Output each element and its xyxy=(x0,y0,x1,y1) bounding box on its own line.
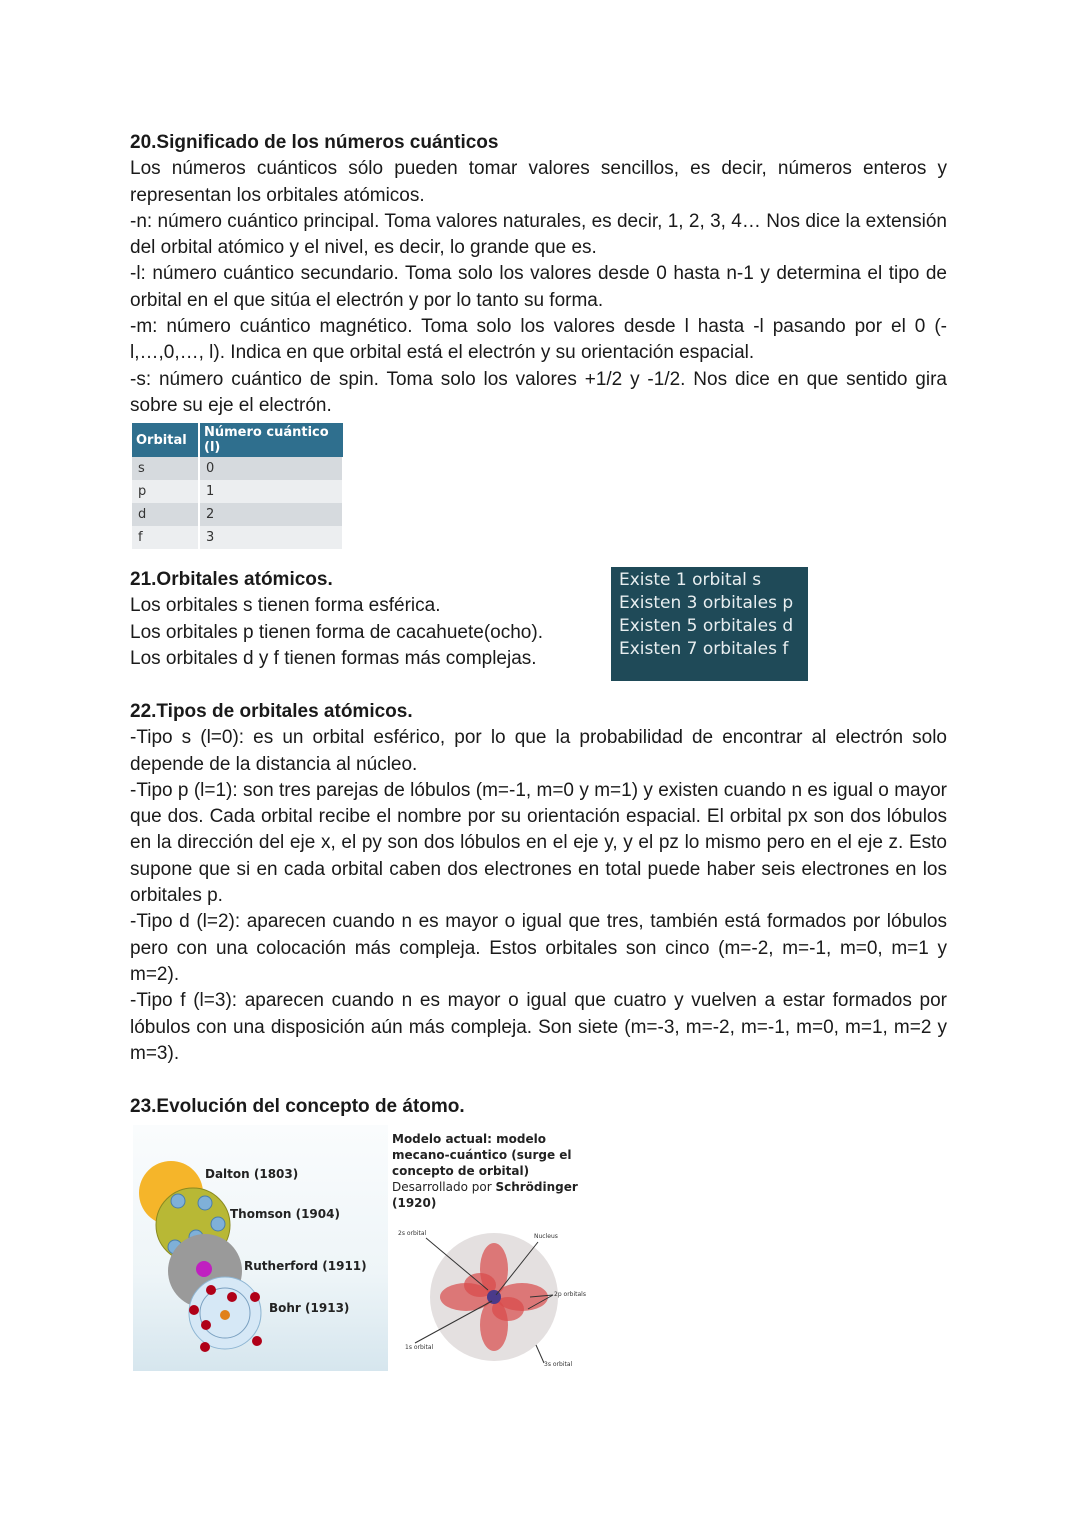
paragraph: -m: número cuántico magnético. Toma solo los valores desde l hasta -l pasando por el 0 (-l,…,0,…, l). Indica en que orbital está el electrón y su orientación espacial. xyxy=(130,316,947,364)
paragraph: -n: número cuántico principal. Toma valores naturales, es decir, 1, 2, 3, 4… Nos dice la extensión del orbital atómico y el nivel, es decir, lo grande que es. xyxy=(130,210,947,259)
diagram-label: 2s orbital xyxy=(398,1230,427,1237)
table-header: Número cuántico (l) xyxy=(199,423,343,457)
caption-year: (1920) xyxy=(392,1196,437,1210)
line: Los orbitales p tienen forma de cacahuete(ocho). xyxy=(130,621,543,643)
quantum-number-table xyxy=(132,423,344,549)
table-row xyxy=(132,480,343,503)
atom-models-image xyxy=(133,1125,389,1371)
orbital-diagram xyxy=(388,1125,606,1375)
table-cell: d xyxy=(132,503,199,526)
section-21-title: 21.Orbitales atómicos. xyxy=(130,569,333,590)
quantum-model-image xyxy=(388,1125,606,1375)
diagram-label: Nucleus xyxy=(534,1233,558,1240)
table-row xyxy=(132,457,343,480)
section-23 xyxy=(130,1094,947,1120)
table-header: Orbital xyxy=(132,423,199,457)
diagram-label: 1s orbital xyxy=(405,1344,434,1351)
box-line: Existe 1 orbital s xyxy=(619,570,762,590)
section-20 xyxy=(130,130,947,419)
section-20-title: 20.Significado de los números cuánticos xyxy=(130,132,499,153)
table-cell: 3 xyxy=(199,526,343,549)
model-label: Bohr (1913) xyxy=(269,1301,350,1315)
caption-name: Schrödinger xyxy=(495,1180,578,1194)
table-cell: p xyxy=(132,480,199,503)
table-row xyxy=(132,503,343,526)
paragraph: -l: número cuántico secundario. Toma solo los valores desde 0 hasta n-1 y determina el tipo de orbital en el que sitúa el electrón y por lo tanto su forma. xyxy=(130,263,947,311)
table-row xyxy=(132,526,343,549)
model-label: Dalton (1803) xyxy=(205,1167,299,1181)
paragraph: -s: número cuántico de spin. Toma solo los valores +1/2 y -1/2. Nos dice en que sentido gira sobre su eje el electrón. xyxy=(130,368,947,416)
table-cell: 2 xyxy=(199,503,343,526)
line: Los orbitales s tienen forma esférica. xyxy=(130,595,441,617)
table-cell: 1 xyxy=(199,480,343,503)
section-21 xyxy=(130,567,590,672)
paragraph: -Tipo f (l=3): aparecen cuando n es mayor o igual que cuatro y vuelven a estar formados por lóbulos con una disposición aún más compleja. Son siete (m=-3, m=-2, m=-1, m=0, m=1, m=2 y m=3). xyxy=(130,990,947,1064)
section-22-title: 22.Tipos de orbitales atómicos. xyxy=(130,701,413,722)
diagram-label: 2p orbitals xyxy=(554,1291,586,1298)
paragraph: -Tipo s (l=0): es un orbital esférico, por lo que la probabilidad de encontrar al electrón solo depende de la distancia al núcleo. xyxy=(130,727,947,775)
section-23-title: 23.Evolución del concepto de átomo. xyxy=(130,1096,465,1117)
diagram-label: 3s orbital xyxy=(544,1361,573,1368)
atom-models-illustration xyxy=(133,1125,389,1371)
model-label: Rutherford (1911) xyxy=(244,1259,367,1273)
paragraph: -Tipo d (l=2): aparecen cuando n es mayor o igual que tres, también está formados por lóbulos pero con una colocación más compleja. Estos orbitales son cinco (m=-2, m=-1, m=0, m=1 y m=2). xyxy=(130,911,947,985)
paragraph: -Tipo p (l=1): son tres parejas de lóbulos (m=-1, m=0 y m=1) y existen cuando n es igual o mayor que dos. Cada orbital recibe el nombre por su orientación espacial. El orbital px son dos lóbulos en la dirección del eje x, el py son dos lóbulos en el eje y, y el pz lo mismo pero en el eje z. Esto supone que si en cada orbital caben dos electrones en total puede haber seis electrones en los orbitales p. xyxy=(130,779,947,907)
caption-bold: Modelo actual: modelo mecano-cuántico (surge el concepto de orbital) xyxy=(392,1132,572,1178)
box-line: Existen 3 orbitales p xyxy=(619,593,794,613)
line: Los orbitales d y f tienen formas más complejas. xyxy=(130,647,537,669)
orbital-count-box xyxy=(611,567,808,681)
table-cell: 0 xyxy=(199,457,343,480)
model-label: Thomson (1904) xyxy=(230,1207,340,1221)
caption-text: Desarrollado por xyxy=(392,1180,496,1194)
table-cell: s xyxy=(132,457,199,480)
table-cell: f xyxy=(132,526,199,549)
box-line: Existen 5 orbitales d xyxy=(619,616,794,636)
paragraph: Los números cuánticos sólo pueden tomar valores sencillos, es decir, números enteros y representan los orbitales atómicos. xyxy=(130,158,947,206)
box-line: Existen 7 orbitales f xyxy=(619,639,789,659)
section-22 xyxy=(130,699,947,1067)
